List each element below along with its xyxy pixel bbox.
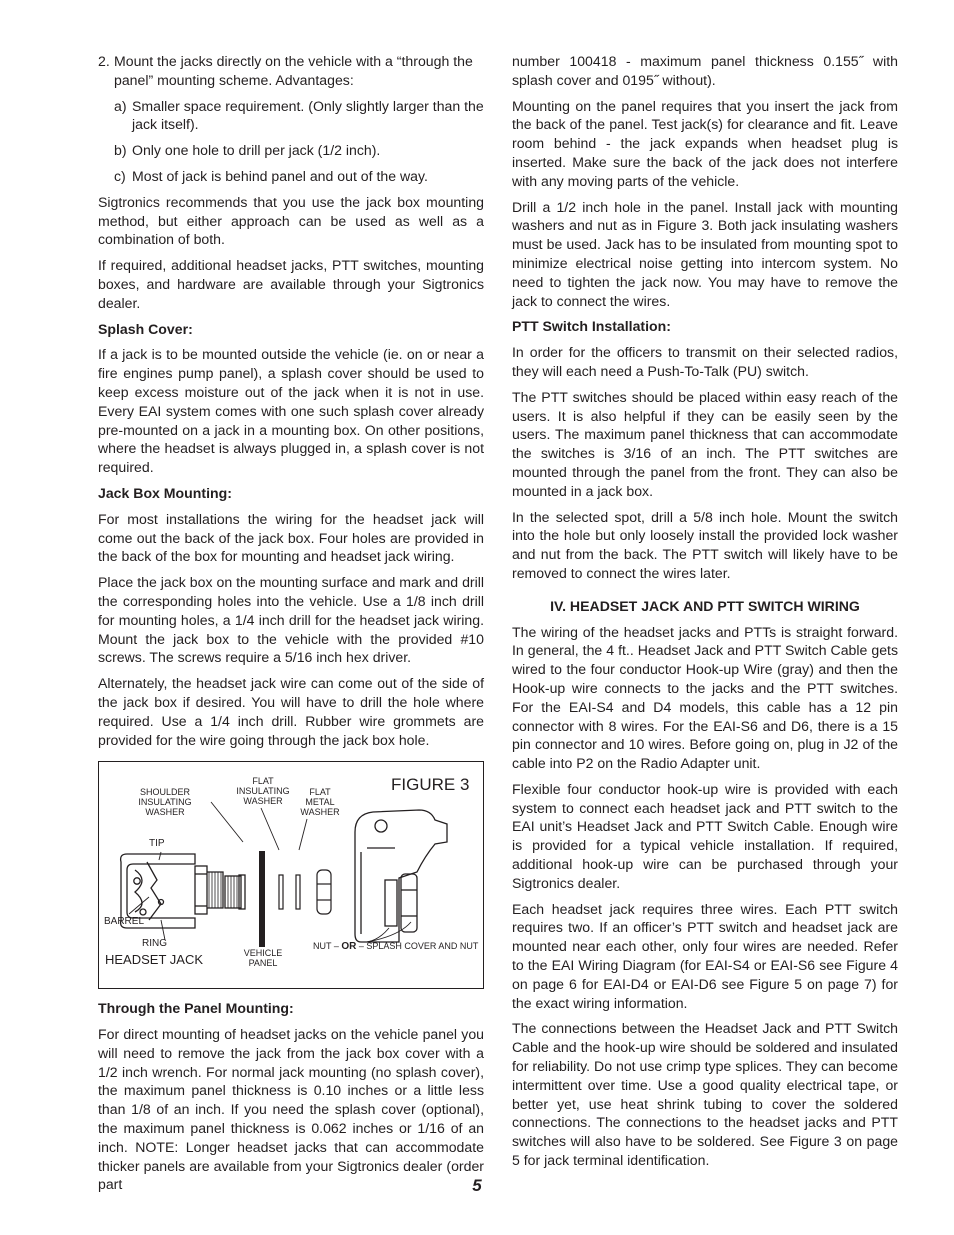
- figure-3: [98, 761, 484, 989]
- paragraph-wiring-1: The wiring of the headset jacks and PTTs is straight forward. In general, the 4 ft.. Headset Jack and PTT Switch Cable gets wired to the four conductor Hook-up Wire (gray) and then the Hook-up wire connects to the jacks and the PTT switches. For the EAI-S4 and D4 models, this cable has a 12 pin connector with 8 wires. For the EAI-S6 and D6, there is a 15 pin connector and 10 wires. Before going on, plug in J2 of the cable into P2 on the Radio Adapter unit.: [512, 623, 898, 772]
- label-nut-or-splash: NUT – OR – SPLASH COVER AND NUT: [313, 941, 479, 953]
- label-flat-metal-2: METAL: [305, 797, 335, 808]
- flat-metal-washer-drawing: [296, 875, 300, 909]
- label-flat-insulating-1: FLAT: [252, 776, 274, 787]
- sub-item-b: [114, 141, 484, 160]
- splash-cover-drawing: [355, 810, 447, 942]
- paragraph-recommend: Sigtronics recommends that you use the jack box mounting method, but either approach can be used as well as a combination of both.: [98, 193, 484, 248]
- paragraph-splash: If a jack is to be mounted outside the vehicle (ie. on or near a fire engines pump panel), a splash cover should be used to keep excess moisture out of the jack when it is not in use. Every EAI system comes with one such splash cover already pre-mounted on a jack in a mounting box. On other positions, where the headset is always plugged in, a splash cover is not required.: [98, 346, 484, 476]
- paragraph-additional: If required, additional headset jacks, PTT switches, mounting boxes, and hardware are available through your Sigtronics dealer.: [98, 257, 484, 311]
- label-vehicle-panel-2: PANEL: [248, 958, 278, 969]
- paragraph-continued: number 100418 - maximum panel thickness 0.155˝ with splash cover and 0195˝ without).: [512, 53, 898, 88]
- heading-ptt-install: PTT Switch Installation:: [512, 318, 671, 335]
- vehicle-panel-drawing: [259, 851, 265, 947]
- label-flat-metal-1: FLAT: [309, 787, 331, 798]
- label-tip: TIP: [149, 838, 165, 850]
- sub-text: Most of jack is behind panel and out of the way.: [132, 167, 428, 184]
- label-flat-insulating-3: WASHER: [243, 796, 283, 807]
- flat-insulating-washer-drawing: [279, 875, 283, 909]
- right-column: [512, 52, 898, 1177]
- left-column: [98, 52, 484, 1201]
- label-ring: RING: [142, 938, 167, 950]
- label-barrel: BARREL: [104, 916, 145, 928]
- list-number: 2.: [98, 53, 110, 69]
- paragraph-through-panel: For direct mounting of headset jacks on the vehicle panel you will need to remove the jack from the jack box cover with a 1/2 inch wrench. For normal jack mounting (no splash cover), the maximum panel thickness is 0.10 inches or a little less than 1/8 of an inch. If you need the splash cover (optional), the maximum panel thickness is 0.062 inches or 1/16 of an inch. NOTE: Longer headset jacks that can accommodate thicker panels are available from your Sigtronics dealer (order part: [98, 1026, 484, 1193]
- sub-number: a): [114, 97, 127, 114]
- shoulder-washer-drawing: [239, 875, 245, 909]
- paragraph-jackbox-1: For most installations the wiring for the headset jack will come out the back of the jack box. Four holes are provided in the back of the box for mounting and headset jack wiring.: [98, 510, 484, 565]
- paragraph-drill: Drill a 1/2 inch hole in the panel. Install jack with mounting washers and nut as in Figure 3. Both jack insulating washers must be used. Jack has to be insulated from mounting spot to minimize electrical noise getting into intercom system. No need to tighten the jack now. You may have to remove the jack to connect the wires.: [512, 198, 898, 309]
- paragraph-jackbox-3: Alternately, the headset jack wire can come out of the side of the jack box if desired. You will have to drill the hole where required. Use a 1/4 inch drill. Rubber wire grommets are provided for the wire going through the jack box hole.: [98, 675, 484, 748]
- paragraph-ptt-3: In the selected spot, drill a 5/8 inch hole. Mount the switch into the hole but only loosely install the provided lock washer and nut from the back. The PTT switch will likely have to be removed to connect the wires later.: [512, 508, 898, 581]
- label-vehicle-panel-1: VEHICLE: [243, 948, 283, 959]
- paragraph-wiring-4: The connections between the Headset Jack and PTT Switch Cable and the hook-up wire should be soldered and insulated for reliability. Do not use crimp type splices. They can become intermittent over time. Use a good quality electrical tape, or better yet, use heat shrink tubing to cover the soldered connections. The connections to the headset jacks and PTT switches will also have to be soldered. See Figure 3 on page 5 for jack terminal identification.: [512, 1020, 898, 1169]
- label-flat-metal-3: WASHER: [300, 807, 340, 818]
- jack-assembly-diagram: [99, 762, 483, 988]
- list-item-2: [98, 52, 484, 90]
- paragraph-jackbox-2: Place the jack box on the mounting surface and mark and drill the corresponding holes into the vehicle. Use a 1/8 inch drill for mounting holes, a 1/4 inch drill for the headset jack wiring. Mount the jack box to the vehicle with the provided #10 screws. The screws require a 5/16 inch hex driver.: [98, 574, 484, 666]
- paragraph-ptt-1: In order for the officers to transmit on their selected radios, they will each need a Push-To-Talk (PU) switch.: [512, 344, 898, 379]
- label-shoulder-3: WASHER: [145, 807, 185, 818]
- sub-item-a: [114, 97, 484, 135]
- heading-splash-cover: Splash Cover:: [98, 320, 193, 337]
- figure-title: FIGURE 3: [391, 775, 470, 795]
- leader-lines: [129, 802, 411, 942]
- paragraph-mounting: Mounting on the panel requires that you insert the jack from the back of the panel. Test jack(s) for clearance and fit. Leave room behind - the jack expands when headset plug is inserted. Make sure the back of the jack does not interfere with any moving parts of the vehicle.: [512, 97, 898, 189]
- heading-jack-box: Jack Box Mounting:: [98, 484, 232, 501]
- label-flat-insulating-2: INSULATING: [236, 786, 290, 797]
- heading-wiring-section: IV. HEADSET JACK AND PTT SWITCH WIRING: [550, 597, 860, 614]
- label-headset-jack: HEADSET JACK: [105, 952, 204, 968]
- nut-drawing: [317, 870, 331, 914]
- paragraph-wiring-3: Each headset jack requires three wires. Each PTT switch requires two. If an officer’s PTT switch and headset jack are mounted near each other, only four wires are needed. Refer to the EAI Wiring Diagram (for EAI-S4 or EAI-S6 see Figure 4 on page 6 for EAI-D4 or EAI-D6 see Figure 5 on page 7) for the exact wiring information.: [512, 900, 898, 1011]
- sub-item-c: [114, 167, 484, 186]
- page-number: 5: [472, 1176, 482, 1195]
- list-text: Mount the jacks directly on the vehicle with a “through the panel” mounting scheme. Advantages:: [114, 53, 473, 88]
- label-shoulder-1: SHOULDER: [139, 787, 191, 798]
- heading-through-panel: Through the Panel Mounting:: [98, 1000, 294, 1017]
- sub-text: Smaller space requirement. (Only slightly larger than the jack itself).: [132, 97, 484, 133]
- label-shoulder-2: INSULATING: [138, 797, 192, 808]
- sub-text: Only one hole to drill per jack (1/2 inch).: [132, 142, 381, 159]
- paragraph-ptt-2: The PTT switches should be placed within easy reach of the users. It is also helpful if they can be easily seen by the users. The maximum panel thickness that can accommodate the switches is 3/16 of an inch. The PTT switches are mounted through the panel from the front. They can also be mounted in a jack box.: [512, 388, 898, 499]
- sub-number: c): [114, 167, 126, 184]
- sub-number: b): [114, 142, 127, 159]
- paragraph-wiring-2: Flexible four conductor hook-up wire is provided with each system to connect each headset jack and PTT switch to the EAI unit’s Headset Jack and PTT Switch Cable. Enough wire is provided for a typical vehicle installation. If required, additional hook-up wire can be purchased through your Sigtronics dealer.: [512, 780, 898, 891]
